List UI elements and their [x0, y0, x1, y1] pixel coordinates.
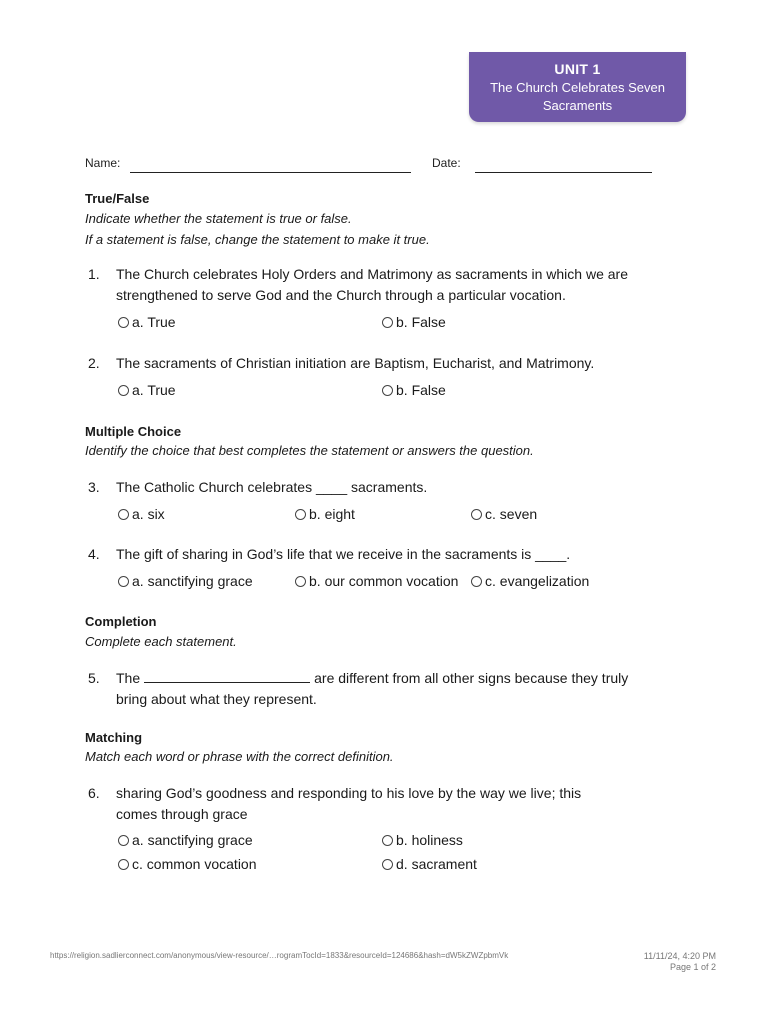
answer-option[interactable]	[295, 573, 458, 589]
footer-page-number: Page 1 of 2	[669, 962, 716, 972]
question-text: The sacraments of Christian initiation are Baptism, Eucharist, and Matrimony.	[116, 355, 595, 371]
option-label: d. sacrament	[396, 856, 477, 872]
section-title-matching: Matching	[85, 730, 143, 745]
question-number: 1.	[88, 266, 100, 282]
option-label: a. sanctifying grace	[132, 832, 253, 848]
answer-option[interactable]	[382, 314, 446, 330]
radio-button[interactable]	[295, 509, 306, 520]
option-label: c. evangelization	[485, 573, 590, 589]
answer-option[interactable]	[118, 314, 176, 330]
unit-title: The Church Celebrates Seven Sacraments	[490, 80, 665, 113]
section-title-multiple-choice: Multiple Choice	[85, 424, 182, 439]
radio-button[interactable]	[382, 835, 393, 846]
section-instruction: Identify the choice that best completes the statement or answers the question.	[85, 443, 534, 458]
radio-button[interactable]	[118, 317, 129, 328]
section-instruction: Match each word or phrase with the correct definition.	[85, 749, 394, 764]
section-instruction: If a statement is false, change the statement to make it true.	[85, 232, 430, 247]
option-label: a. True	[132, 314, 176, 330]
radio-button[interactable]	[295, 576, 306, 587]
name-field[interactable]	[130, 172, 411, 173]
radio-button[interactable]	[118, 835, 129, 846]
option-label: b. False	[396, 314, 446, 330]
footer-timestamp: 11/11/24, 4:20 PM	[643, 951, 716, 961]
question-text	[116, 668, 656, 710]
answer-option[interactable]	[118, 573, 253, 589]
section-title-completion: Completion	[85, 614, 157, 629]
radio-button[interactable]	[118, 385, 129, 396]
answer-option[interactable]	[118, 506, 165, 522]
question-text: The Catholic Church celebrates ____ sacraments.	[116, 479, 428, 495]
option-label: a. six	[132, 506, 165, 522]
option-label: c. common vocation	[132, 856, 257, 872]
footer-url: https://religion.sadlierconnect.com/anonymous/view-resource/…rogramTocId=1833&resourceId=124686&hash=dW5kZWZpbmVk	[50, 951, 509, 960]
radio-button[interactable]	[118, 576, 129, 587]
answer-blank[interactable]	[144, 668, 310, 683]
section-instruction: Complete each statement.	[85, 634, 237, 649]
name-label: Name:	[85, 156, 121, 170]
date-label: Date:	[432, 156, 461, 170]
radio-button[interactable]	[382, 859, 393, 870]
question-text: The gift of sharing in God’s life that we receive in the sacraments is ____.	[116, 546, 571, 562]
option-label: b. eight	[309, 506, 355, 522]
radio-button[interactable]	[382, 317, 393, 328]
option-label: b. False	[396, 382, 446, 398]
question-number: 5.	[88, 670, 100, 686]
question-text: sharing God’s goodness and responding to his love by the way we live; this comes through grace	[116, 785, 582, 822]
section-title-true-false: True/False	[85, 191, 150, 206]
section-instruction: Indicate whether the statement is true or false.	[85, 211, 352, 226]
unit-banner	[469, 52, 686, 122]
answer-option[interactable]	[118, 382, 176, 398]
question-number: 3.	[88, 479, 100, 495]
radio-button[interactable]	[118, 859, 129, 870]
answer-option[interactable]	[382, 832, 463, 848]
date-field[interactable]	[475, 172, 652, 173]
answer-option[interactable]	[471, 506, 537, 522]
radio-button[interactable]	[118, 509, 129, 520]
question-number: 6.	[88, 785, 100, 801]
answer-option[interactable]	[295, 506, 355, 522]
question-text-before: The	[116, 670, 141, 686]
unit-label: UNIT 1	[554, 61, 601, 77]
option-label: b. holiness	[396, 832, 463, 848]
radio-button[interactable]	[471, 509, 482, 520]
question-number: 4.	[88, 546, 100, 562]
question-text-after: are different from all other signs because they truly bring about what they represent.	[116, 670, 629, 707]
option-label: a. True	[132, 382, 176, 398]
radio-button[interactable]	[382, 385, 393, 396]
answer-option[interactable]	[382, 856, 477, 872]
answer-option[interactable]	[118, 832, 253, 848]
answer-option[interactable]	[471, 573, 589, 589]
option-label: a. sanctifying grace	[132, 573, 253, 589]
question-number: 2.	[88, 355, 100, 371]
answer-option[interactable]	[118, 856, 257, 872]
option-label: b. our common vocation	[309, 573, 459, 589]
answer-option[interactable]	[382, 382, 446, 398]
radio-button[interactable]	[471, 576, 482, 587]
option-label: c. seven	[485, 506, 538, 522]
question-text: The Church celebrates Holy Orders and Matrimony as sacraments in which we are strengthened to serve God and the Church through a particular vocation.	[116, 266, 628, 303]
footer-meta	[620, 951, 716, 973]
